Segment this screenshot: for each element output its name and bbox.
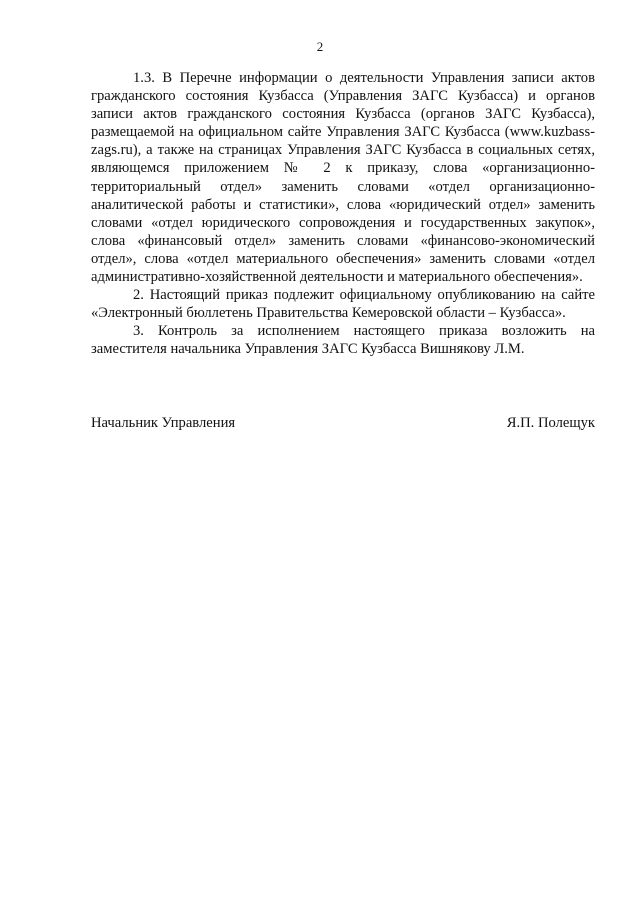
document-body: [91, 69, 595, 359]
paragraph-3: 3. Контроль за исполнением настоящего приказа возложить на заместителя начальника Управления ЗАГС Кузбасса Вишнякову Л.М.: [91, 323, 595, 358]
signature-block: [91, 414, 595, 434]
signatory-name: Я.П. Полещук: [506, 415, 595, 431]
page-number: 2: [316, 39, 324, 54]
paragraph-1-3: 1.3. В Перечне информации о деятельности Управления записи актов гражданского состояния Кузбасса (Управления ЗАГС Кузбасса) и органов записи актов гражданского состояния Кузбасса (органов ЗАГС Кузбасса), размещаемой на официальном сайте Управления ЗАГС Кузбасса (www.kuzbass-zags.ru), а также на страницах Управления ЗАГС Кузбасса в социальных сетях, являющемся приложением № 2 к приказу, слова «организационно-территориальный отдел» заменить словами «отдел организационно-аналитической работы и статистики», слова «юридический отдел» заменить словами «отдел юридического сопровождения и государственных закупок», слова «финансовый отдел» заменить словами «финансово-экономический отдел», слова «отдел материального обеспечения» заменить словами «отдел административно-хозяйственной деятельности и материального обеспечения».: [91, 70, 595, 286]
signatory-position: Начальник Управления: [91, 415, 236, 431]
paragraph-2: 2. Настоящий приказ подлежит официальному опубликованию на сайте «Электронный бюллетень Правительства Кемеровской области – Кузбасса».: [91, 287, 595, 322]
